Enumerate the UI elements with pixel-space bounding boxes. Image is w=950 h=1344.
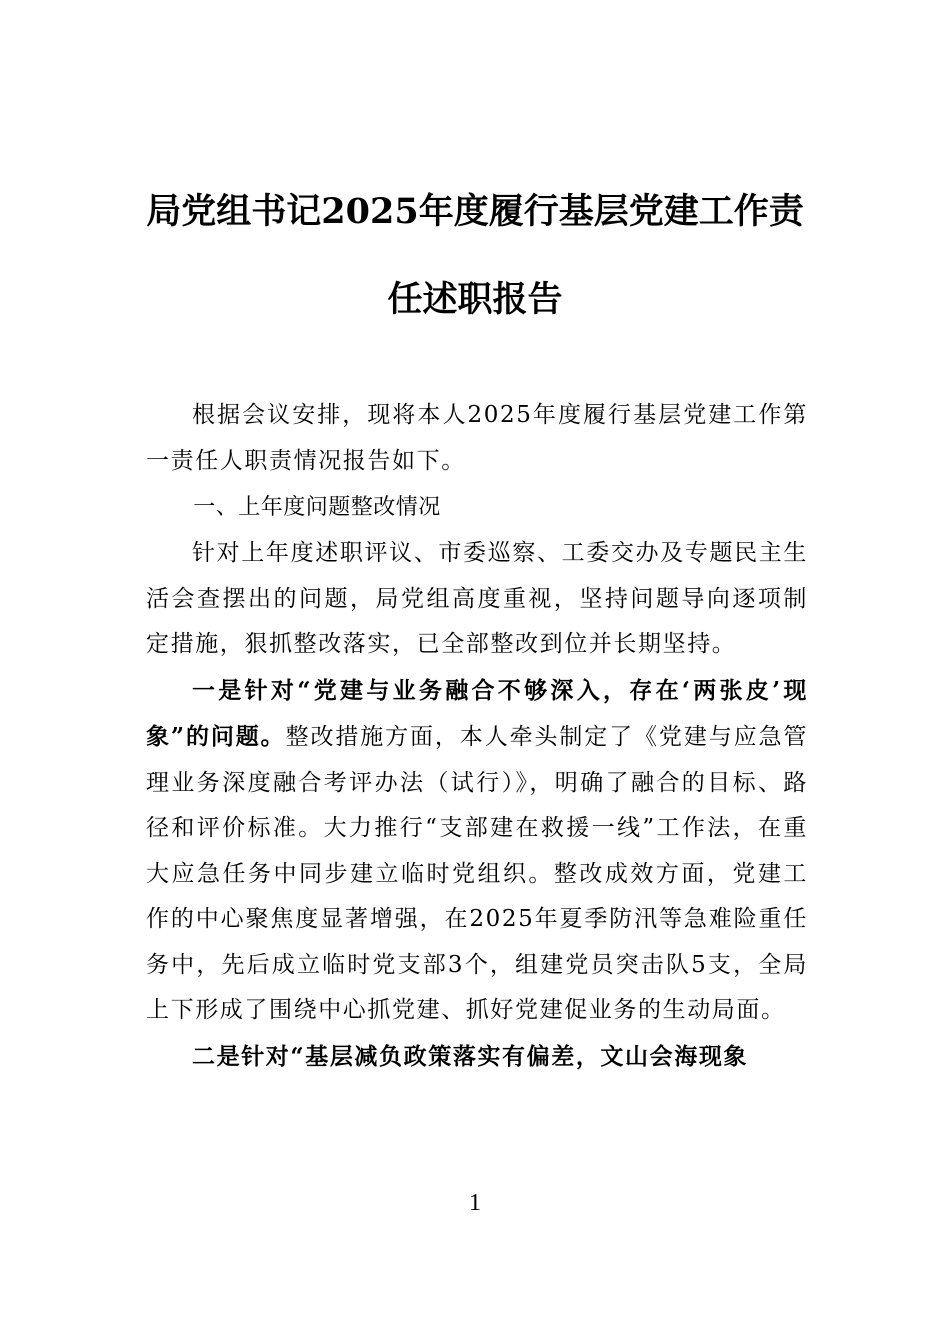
section-heading-1: 一、上年度问题整改情况	[193, 495, 441, 520]
item-2-lead: 二是针对“基层减负政策落实有偏差，文山会海现象	[192, 1042, 749, 1070]
item-1-lead: 一是针对“党建与业务融合不够深入，存在‘两张皮’现象”的问题。	[146, 676, 808, 750]
section-1-paragraph: 针对上年度述职评议、市委巡察、工委交办及专题民主生活会查摆出的问题，局党组高度重视，坚持问题导向逐项制定措施，狠抓整改落实，已全部整改到位并长期坚持。	[146, 540, 808, 657]
item-2-paragraph	[146, 1034, 808, 1081]
document-title	[140, 168, 810, 344]
title-line-1: 局党组书记2025年度履行基层党建工作责	[146, 191, 804, 232]
title-line-2: 任述职报告	[387, 279, 563, 320]
document-body	[146, 393, 808, 1080]
intro-paragraph: 根据会议安排，现将本人2025年度履行基层党建工作第一责任人职责情况报告如下。	[146, 402, 808, 474]
page-number: 1	[469, 1190, 481, 1216]
item-1-paragraph	[146, 668, 808, 1034]
item-1-body: 整改措施方面，本人牵头制定了《党建与应急管理业务深度融合考评办法（试行）》，明确了融合的目标、路径和评价标准。大力推行“支部建在救援一线”工作法，在重大应急任务中同步建立临时党组织。整改成效方面，党建工作的中心聚焦度显著增强，在2025年夏季防汛等急难险重任务中，先后成立临时党支部3个，组建党员突击队5支，全局上下形成了围绕中心抓党建、抓好党建促业务的生动局面。	[146, 724, 808, 1023]
